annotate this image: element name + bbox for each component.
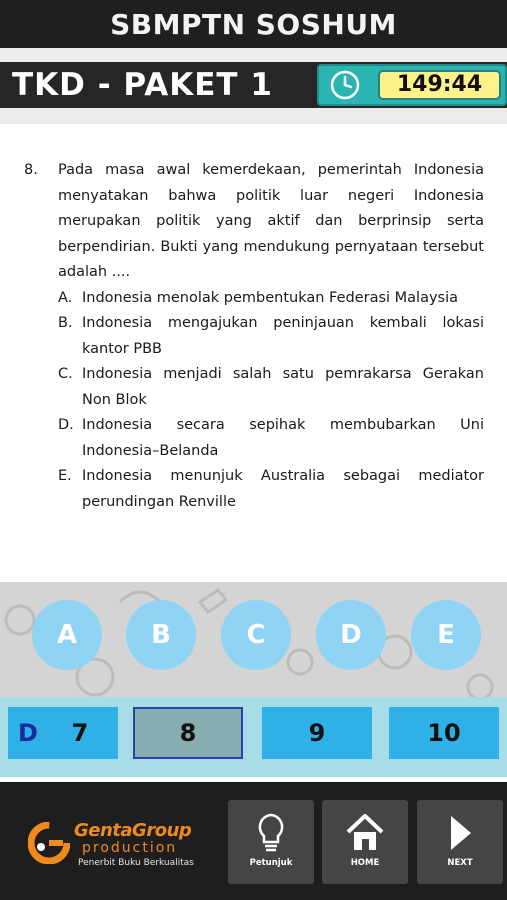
timer-value: 149:44 [378, 70, 501, 100]
clock-icon [329, 69, 361, 101]
logo-name: GentaGroup [74, 820, 192, 841]
option-letter: C. [58, 366, 73, 382]
question-block [24, 158, 484, 515]
answer-button-b[interactable]: B [126, 600, 196, 670]
option-letter: D. [58, 417, 74, 433]
question-nav-number: 9 [308, 719, 326, 747]
option-text: Indonesia secara sepihak membubarkan Uni Indonesia–Belanda [82, 417, 484, 459]
paket-title: TKD - PAKET 1 [12, 67, 273, 103]
option-letter: E. [58, 468, 72, 484]
option-e [58, 464, 484, 515]
answer-button-e[interactable]: E [411, 600, 481, 670]
option-text: Indonesia menjadi salah satu pemrakarsa Gerakan Non Blok [82, 366, 484, 408]
option-d [58, 413, 484, 464]
question-nav-item[interactable] [262, 707, 372, 759]
question-number: 8. [24, 162, 38, 178]
option-letter: A. [58, 289, 73, 306]
question-nav-number: 8 [179, 719, 197, 747]
play-arrow-icon [445, 812, 475, 854]
home-button[interactable] [322, 800, 408, 884]
question-nav-item[interactable] [389, 707, 499, 759]
answered-mark: D [18, 719, 38, 747]
option-c [58, 362, 484, 413]
gentagroup-logo-icon [28, 822, 70, 864]
question-text: Pada masa awal kemerdekaan, pemerintah Indonesia menyatakan bahwa politik luar negeri Indonesia merupakan politik yang aktif dan berprinsip serta berpendirian. Bukti yang mendukung pernyataan tersebut adalah .... [58, 162, 484, 280]
option-text: Indonesia menolak pembentukan Federasi Malaysia [82, 289, 459, 306]
petunjuk-button[interactable] [228, 800, 314, 884]
option-letter: B. [58, 315, 73, 331]
option-text: Indonesia mengajukan peninjauan kembali lokasi kantor PBB [82, 315, 484, 357]
logo-tagline: Penerbit Buku Berkualitas [78, 858, 194, 868]
option-text: Indonesia menunjuk Australia sebagai mediator perundingan Renville [82, 468, 484, 510]
footer [0, 782, 507, 900]
app-title-bar [0, 0, 507, 48]
question-nav [0, 697, 507, 777]
lightbulb-icon [254, 812, 288, 854]
option-list [58, 286, 484, 516]
option-a [58, 286, 484, 312]
app-title: SBMPTN SOSHUM [110, 7, 397, 41]
option-b [58, 311, 484, 362]
answer-button-c[interactable]: C [221, 600, 291, 670]
home-icon [345, 812, 385, 854]
next-label: NEXT [447, 858, 473, 868]
question-nav-number: 7 [71, 719, 89, 747]
answer-button-d[interactable]: D [316, 600, 386, 670]
next-button[interactable] [417, 800, 503, 884]
question-nav-number: 10 [427, 719, 461, 747]
question-nav-item-current[interactable] [133, 707, 243, 759]
answer-panel [0, 582, 507, 702]
home-label: HOME [350, 858, 380, 868]
petunjuk-label: Petunjuk [249, 858, 293, 868]
timer [317, 64, 507, 106]
logo-subtitle: production [82, 840, 178, 856]
answer-button-a[interactable]: A [32, 600, 102, 670]
